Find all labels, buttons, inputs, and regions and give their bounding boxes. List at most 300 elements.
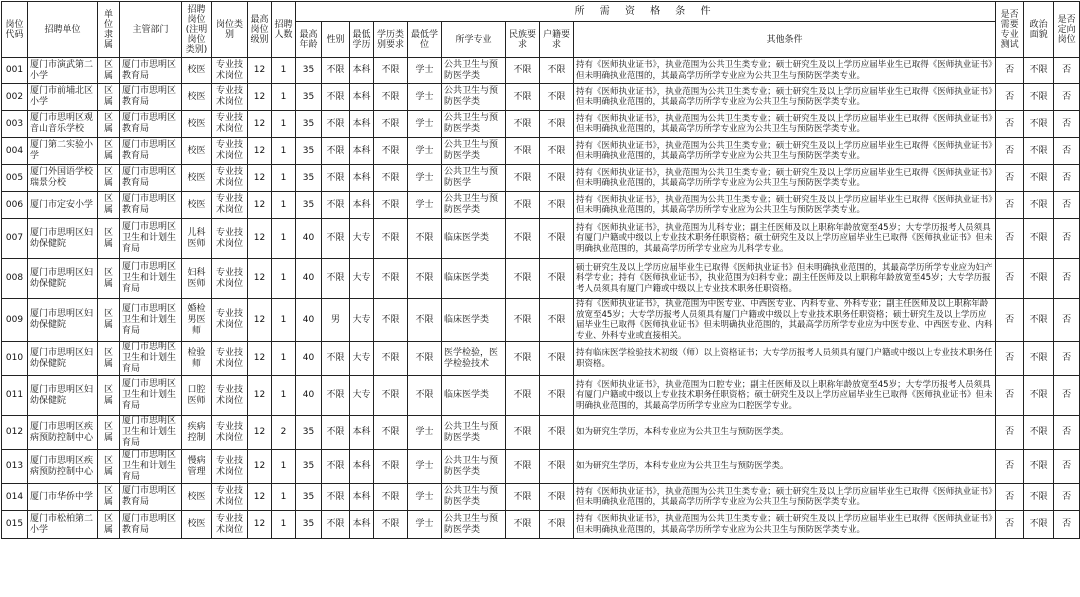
- cell-count: 1: [272, 111, 296, 138]
- cell-unit: 厦门市定安小学: [28, 192, 98, 219]
- cell-dept: 厦门市思明区卫生和计划生育局: [120, 259, 182, 299]
- cell-dept: 厦门市思明区教育局: [120, 511, 182, 539]
- cell-degree: 学士: [408, 84, 442, 111]
- cell-count: 1: [272, 376, 296, 416]
- cell-type: 专业技术岗位: [212, 299, 248, 342]
- cell-political: 不限: [1024, 84, 1054, 111]
- cell-dept: 厦门市思明区卫生和计划生育局: [120, 299, 182, 342]
- cell-dept: 厦门市思明区教育局: [120, 84, 182, 111]
- header-gender: 性别: [322, 22, 350, 58]
- cell-gender: 不限: [322, 259, 350, 299]
- cell-post: 校医: [182, 192, 212, 219]
- table-row: [2, 84, 1080, 111]
- cell-level: 区属: [98, 58, 120, 84]
- table-row: [2, 165, 1080, 192]
- cell-edu: 本科: [350, 192, 374, 219]
- cell-grade: 12: [248, 342, 272, 376]
- cell-edutype: 不限: [374, 416, 408, 450]
- cell-household: 不限: [540, 376, 574, 416]
- cell-household: 不限: [540, 511, 574, 539]
- cell-post: 检验师: [182, 342, 212, 376]
- header-major: 所学专业: [442, 22, 506, 58]
- cell-dept: 厦门市思明区卫生和计划生育局: [120, 219, 182, 259]
- cell-major: 公共卫生与预防医学类: [442, 111, 506, 138]
- cell-gender: 不限: [322, 165, 350, 192]
- cell-level: 区属: [98, 299, 120, 342]
- cell-household: 不限: [540, 192, 574, 219]
- header-post: 招聘岗位(注明岗位类别): [182, 2, 212, 58]
- cell-dept: 厦门市思明区教育局: [120, 111, 182, 138]
- header-directed: 是否定向岗位: [1054, 2, 1080, 58]
- cell-count: 2: [272, 416, 296, 450]
- cell-major: 公共卫生与预防医学类: [442, 84, 506, 111]
- cell-directed: 否: [1054, 111, 1080, 138]
- cell-degree: 不限: [408, 219, 442, 259]
- cell-unit: 厦门市思明区观音山音乐学校: [28, 111, 98, 138]
- cell-grade: 12: [248, 511, 272, 539]
- cell-unit: 厦门市前埔北区小学: [28, 84, 98, 111]
- cell-edu: 本科: [350, 84, 374, 111]
- cell-ethnic: 不限: [506, 84, 540, 111]
- cell-type: 专业技术岗位: [212, 138, 248, 165]
- cell-directed: 否: [1054, 138, 1080, 165]
- table-row: [2, 511, 1080, 539]
- cell-level: 区属: [98, 416, 120, 450]
- cell-code: 010: [2, 342, 28, 376]
- cell-edu: 大专: [350, 376, 374, 416]
- cell-level: 区属: [98, 165, 120, 192]
- cell-age: 40: [296, 299, 322, 342]
- cell-age: 35: [296, 416, 322, 450]
- cell-ethnic: 不限: [506, 376, 540, 416]
- cell-post: 儿科医师: [182, 219, 212, 259]
- cell-type: 专业技术岗位: [212, 259, 248, 299]
- cell-test: 否: [996, 259, 1024, 299]
- cell-unit: 厦门市思明区妇幼保健院: [28, 376, 98, 416]
- header-household: 户籍要求: [540, 22, 574, 58]
- cell-age: 35: [296, 484, 322, 511]
- cell-other: 持有《医师执业证书》，执业范围为公共卫生类专业；硕士研究生及以上学历应届毕业生已取得《医师执业证书》但未明确执业范围的，其最高学历所学专业应为公共卫生与预防医学类专业。: [574, 111, 996, 138]
- cell-household: 不限: [540, 219, 574, 259]
- cell-code: 007: [2, 219, 28, 259]
- header-dept: 主管部门: [120, 2, 182, 58]
- cell-household: 不限: [540, 84, 574, 111]
- cell-level: 区属: [98, 219, 120, 259]
- cell-level: 区属: [98, 342, 120, 376]
- table-row: [2, 259, 1080, 299]
- cell-dept: 厦门市思明区教育局: [120, 484, 182, 511]
- cell-gender: 不限: [322, 192, 350, 219]
- cell-level: 区属: [98, 484, 120, 511]
- cell-household: 不限: [540, 58, 574, 84]
- cell-dept: 厦门市思明区卫生和计划生育局: [120, 450, 182, 484]
- recruitment-table: [1, 1, 1080, 539]
- cell-political: 不限: [1024, 511, 1054, 539]
- cell-household: 不限: [540, 450, 574, 484]
- cell-edutype: 不限: [374, 376, 408, 416]
- cell-household: 不限: [540, 138, 574, 165]
- cell-gender: 不限: [322, 58, 350, 84]
- cell-unit: 厦门市思明区妇幼保健院: [28, 259, 98, 299]
- cell-dept: 厦门市思明区教育局: [120, 58, 182, 84]
- cell-edu: 本科: [350, 511, 374, 539]
- cell-post: 校医: [182, 111, 212, 138]
- cell-level: 区属: [98, 450, 120, 484]
- cell-type: 专业技术岗位: [212, 219, 248, 259]
- cell-other: 持有《医师执业证书》，执业范围为公共卫生类专业；硕士研究生及以上学历应届毕业生已取得《医师执业证书》但未明确执业范围的，其最高学历所学专业应为公共卫生与预防医学类专业。: [574, 484, 996, 511]
- cell-test: 否: [996, 450, 1024, 484]
- cell-ethnic: 不限: [506, 219, 540, 259]
- cell-edu: 大专: [350, 219, 374, 259]
- table-row: [2, 376, 1080, 416]
- cell-gender: 不限: [322, 111, 350, 138]
- cell-unit: 厦门外国语学校瑞景分校: [28, 165, 98, 192]
- cell-grade: 12: [248, 416, 272, 450]
- cell-level: 区属: [98, 84, 120, 111]
- cell-ethnic: 不限: [506, 342, 540, 376]
- cell-edu: 本科: [350, 138, 374, 165]
- cell-household: 不限: [540, 484, 574, 511]
- cell-degree: 学士: [408, 192, 442, 219]
- cell-directed: 否: [1054, 484, 1080, 511]
- header-edutype: 学历类别要求: [374, 22, 408, 58]
- table-row: [2, 111, 1080, 138]
- cell-post: 婚检男医师: [182, 299, 212, 342]
- cell-test: 否: [996, 58, 1024, 84]
- cell-edutype: 不限: [374, 450, 408, 484]
- cell-level: 区属: [98, 511, 120, 539]
- cell-household: 不限: [540, 416, 574, 450]
- cell-edutype: 不限: [374, 165, 408, 192]
- cell-test: 否: [996, 192, 1024, 219]
- cell-age: 35: [296, 192, 322, 219]
- cell-grade: 12: [248, 192, 272, 219]
- cell-household: 不限: [540, 165, 574, 192]
- cell-political: 不限: [1024, 138, 1054, 165]
- cell-unit: 厦门市思明区妇幼保健院: [28, 219, 98, 259]
- cell-major: 公共卫生与预防医学类: [442, 450, 506, 484]
- cell-degree: 学士: [408, 138, 442, 165]
- cell-ethnic: 不限: [506, 259, 540, 299]
- cell-directed: 否: [1054, 259, 1080, 299]
- cell-major: 公共卫生与预防医学类: [442, 58, 506, 84]
- cell-post: 慢病管理: [182, 450, 212, 484]
- cell-test: 否: [996, 342, 1024, 376]
- cell-type: 专业技术岗位: [212, 450, 248, 484]
- cell-gender: 不限: [322, 376, 350, 416]
- cell-gender: 不限: [322, 219, 350, 259]
- cell-type: 专业技术岗位: [212, 376, 248, 416]
- cell-edutype: 不限: [374, 192, 408, 219]
- cell-age: 35: [296, 138, 322, 165]
- cell-code: 008: [2, 259, 28, 299]
- table-row: [2, 138, 1080, 165]
- cell-level: 区属: [98, 138, 120, 165]
- cell-other: 硕士研究生及以上学历应届毕业生已取得《医师执业证书》但未明确执业范围的，其最高学历所学专业应为妇产科学专业；持有《医师执业证书》，执业范围为妇科专业；副主任医师及以上职称年龄放宽至45岁；大专学历报考人员须具有厦门户籍或中级以上专业技术职务任职资格。: [574, 259, 996, 299]
- cell-count: 1: [272, 165, 296, 192]
- cell-test: 否: [996, 299, 1024, 342]
- cell-degree: 学士: [408, 484, 442, 511]
- cell-level: 区属: [98, 376, 120, 416]
- cell-ethnic: 不限: [506, 511, 540, 539]
- cell-age: 35: [296, 165, 322, 192]
- header-grade: 最高岗位级别: [248, 2, 272, 58]
- cell-grade: 12: [248, 299, 272, 342]
- cell-code: 003: [2, 111, 28, 138]
- cell-major: 临床医学类: [442, 299, 506, 342]
- cell-code: 015: [2, 511, 28, 539]
- cell-level: 区属: [98, 111, 120, 138]
- cell-other: 如为研究生学历，本科专业应为公共卫生与预防医学类。: [574, 416, 996, 450]
- cell-directed: 否: [1054, 84, 1080, 111]
- cell-ethnic: 不限: [506, 138, 540, 165]
- cell-edutype: 不限: [374, 58, 408, 84]
- cell-grade: 12: [248, 84, 272, 111]
- cell-grade: 12: [248, 259, 272, 299]
- cell-edu: 大专: [350, 299, 374, 342]
- cell-degree: 不限: [408, 259, 442, 299]
- cell-test: 否: [996, 511, 1024, 539]
- cell-edu: 本科: [350, 111, 374, 138]
- cell-gender: 不限: [322, 450, 350, 484]
- cell-major: 公共卫生与预防医学: [442, 165, 506, 192]
- cell-edutype: 不限: [374, 111, 408, 138]
- cell-household: 不限: [540, 111, 574, 138]
- cell-count: 1: [272, 138, 296, 165]
- cell-other: 持有《医师执业证书》，执业范围为公共卫生类专业；硕士研究生及以上学历应届毕业生已取得《医师执业证书》但未明确执业范围的，其最高学历所学专业应为公共卫生与预防医学类专业。: [574, 165, 996, 192]
- table-row: [2, 484, 1080, 511]
- header-age: 最高年龄: [296, 22, 322, 58]
- cell-political: 不限: [1024, 484, 1054, 511]
- cell-code: 013: [2, 450, 28, 484]
- cell-ethnic: 不限: [506, 416, 540, 450]
- cell-level: 区属: [98, 259, 120, 299]
- cell-edu: 本科: [350, 58, 374, 84]
- cell-dept: 厦门市思明区教育局: [120, 192, 182, 219]
- cell-type: 专业技术岗位: [212, 511, 248, 539]
- cell-test: 否: [996, 111, 1024, 138]
- cell-post: 疾病控制: [182, 416, 212, 450]
- cell-political: 不限: [1024, 192, 1054, 219]
- cell-edu: 本科: [350, 416, 374, 450]
- cell-degree: 学士: [408, 111, 442, 138]
- cell-count: 1: [272, 484, 296, 511]
- cell-degree: 学士: [408, 165, 442, 192]
- cell-count: 1: [272, 511, 296, 539]
- cell-dept: 厦门市思明区卫生和计划生育局: [120, 376, 182, 416]
- cell-test: 否: [996, 84, 1024, 111]
- cell-political: 不限: [1024, 299, 1054, 342]
- cell-edutype: 不限: [374, 299, 408, 342]
- cell-test: 否: [996, 138, 1024, 165]
- cell-count: 1: [272, 299, 296, 342]
- cell-major: 公共卫生与预防医学类: [442, 511, 506, 539]
- cell-major: 公共卫生与预防医学类: [442, 484, 506, 511]
- cell-type: 专业技术岗位: [212, 111, 248, 138]
- cell-count: 1: [272, 342, 296, 376]
- cell-major: 临床医学类: [442, 259, 506, 299]
- cell-dept: 厦门市思明区卫生和计划生育局: [120, 342, 182, 376]
- cell-post: 校医: [182, 58, 212, 84]
- cell-dept: 厦门市思明区教育局: [120, 138, 182, 165]
- cell-gender: 不限: [322, 342, 350, 376]
- table-row: [2, 192, 1080, 219]
- cell-political: 不限: [1024, 219, 1054, 259]
- cell-directed: 否: [1054, 165, 1080, 192]
- cell-degree: 学士: [408, 450, 442, 484]
- cell-type: 专业技术岗位: [212, 342, 248, 376]
- cell-degree: 不限: [408, 299, 442, 342]
- header-qualifications: 所 需 资 格 条 件: [296, 2, 996, 22]
- cell-gender: 男: [322, 299, 350, 342]
- cell-level: 区属: [98, 192, 120, 219]
- cell-age: 40: [296, 259, 322, 299]
- cell-test: 否: [996, 484, 1024, 511]
- table-row: [2, 342, 1080, 376]
- cell-ethnic: 不限: [506, 450, 540, 484]
- cell-household: 不限: [540, 259, 574, 299]
- cell-edutype: 不限: [374, 138, 408, 165]
- cell-major: 公共卫生与预防医学类: [442, 192, 506, 219]
- cell-political: 不限: [1024, 259, 1054, 299]
- cell-grade: 12: [248, 376, 272, 416]
- cell-test: 否: [996, 416, 1024, 450]
- cell-other: 持有《医师执业证书》，执业范围为公共卫生类专业；硕士研究生及以上学历应届毕业生已取得《医师执业证书》但未明确执业范围的，其最高学历所学专业应为公共卫生与预防医学类专业。: [574, 58, 996, 84]
- cell-grade: 12: [248, 165, 272, 192]
- cell-grade: 12: [248, 484, 272, 511]
- cell-major: 公共卫生与预防医学类: [442, 416, 506, 450]
- cell-edu: 大专: [350, 342, 374, 376]
- cell-other: 持有《医师执业证书》，执业范围为口腔专业；副主任医师及以上职称年龄放宽至45岁；大专学历报考人员须具有厦门户籍或中级以上专业技术职务任职资格；硕士研究生及以上学历应届毕业生已取得《医师执业证书》但未明确执业范围的，其最高学历所学专业应为口腔医学专业。: [574, 376, 996, 416]
- header-test: 是否需要专业测试: [996, 2, 1024, 58]
- cell-count: 1: [272, 84, 296, 111]
- cell-directed: 否: [1054, 416, 1080, 450]
- cell-unit: 厦门市思明区疾病预防控制中心: [28, 450, 98, 484]
- table-row: [2, 219, 1080, 259]
- cell-ethnic: 不限: [506, 192, 540, 219]
- header-degree: 最低学位: [408, 22, 442, 58]
- cell-unit: 厦门市演武第二小学: [28, 58, 98, 84]
- cell-type: 专业技术岗位: [212, 84, 248, 111]
- cell-political: 不限: [1024, 111, 1054, 138]
- cell-count: 1: [272, 259, 296, 299]
- cell-grade: 12: [248, 111, 272, 138]
- header-other: 其他条件: [574, 22, 996, 58]
- cell-directed: 否: [1054, 219, 1080, 259]
- cell-other: 持有《医师执业证书》，执业范围为公共卫生类专业；硕士研究生及以上学历应届毕业生已取得《医师执业证书》但未明确执业范围的，其最高学历所学专业应为公共卫生与预防医学类专业。: [574, 84, 996, 111]
- cell-test: 否: [996, 376, 1024, 416]
- cell-directed: 否: [1054, 58, 1080, 84]
- cell-political: 不限: [1024, 58, 1054, 84]
- table-row: [2, 450, 1080, 484]
- cell-directed: 否: [1054, 192, 1080, 219]
- cell-age: 40: [296, 376, 322, 416]
- cell-edutype: 不限: [374, 84, 408, 111]
- cell-political: 不限: [1024, 342, 1054, 376]
- cell-count: 1: [272, 450, 296, 484]
- cell-edutype: 不限: [374, 259, 408, 299]
- cell-unit: 厦门市华侨中学: [28, 484, 98, 511]
- cell-code: 009: [2, 299, 28, 342]
- table-row: [2, 416, 1080, 450]
- cell-unit: 厦门第二实验小学: [28, 138, 98, 165]
- table-row: [2, 58, 1080, 84]
- cell-ethnic: 不限: [506, 58, 540, 84]
- cell-type: 专业技术岗位: [212, 484, 248, 511]
- cell-age: 35: [296, 450, 322, 484]
- cell-count: 1: [272, 192, 296, 219]
- cell-edutype: 不限: [374, 484, 408, 511]
- header-count: 招聘人数: [272, 2, 296, 58]
- cell-post: 校医: [182, 138, 212, 165]
- cell-ethnic: 不限: [506, 484, 540, 511]
- cell-edutype: 不限: [374, 342, 408, 376]
- cell-political: 不限: [1024, 416, 1054, 450]
- header-unit: 招聘单位: [28, 2, 98, 58]
- cell-edu: 本科: [350, 484, 374, 511]
- cell-unit: 厦门市松柏第二小学: [28, 511, 98, 539]
- cell-dept: 厦门市思明区卫生和计划生育局: [120, 416, 182, 450]
- cell-type: 专业技术岗位: [212, 165, 248, 192]
- cell-political: 不限: [1024, 165, 1054, 192]
- cell-post: 口腔医师: [182, 376, 212, 416]
- cell-directed: 否: [1054, 376, 1080, 416]
- cell-code: 011: [2, 376, 28, 416]
- cell-other: 持有临床医学检验技术初级（师）以上资格证书；大专学历报考人员须具有厦门户籍或中级以上专业技术职务任职资格。: [574, 342, 996, 376]
- table-row: [2, 299, 1080, 342]
- cell-directed: 否: [1054, 450, 1080, 484]
- cell-directed: 否: [1054, 342, 1080, 376]
- cell-post: 校医: [182, 511, 212, 539]
- cell-other: 持有《医师执业证书》，执业范围为公共卫生类专业；硕士研究生及以上学历应届毕业生已取得《医师执业证书》但未明确执业范围的，其最高学历所学专业应为公共卫生与预防医学类专业。: [574, 511, 996, 539]
- cell-ethnic: 不限: [506, 111, 540, 138]
- header-code: 岗位代码: [2, 2, 28, 58]
- cell-degree: 学士: [408, 511, 442, 539]
- cell-grade: 12: [248, 450, 272, 484]
- cell-edu: 本科: [350, 165, 374, 192]
- cell-post: 校医: [182, 484, 212, 511]
- cell-age: 35: [296, 111, 322, 138]
- cell-edutype: 不限: [374, 511, 408, 539]
- cell-political: 不限: [1024, 450, 1054, 484]
- cell-type: 专业技术岗位: [212, 416, 248, 450]
- cell-dept: 厦门市思明区教育局: [120, 165, 182, 192]
- cell-age: 40: [296, 342, 322, 376]
- cell-code: 012: [2, 416, 28, 450]
- header-ethnic: 民族要求: [506, 22, 540, 58]
- cell-code: 001: [2, 58, 28, 84]
- cell-age: 35: [296, 58, 322, 84]
- cell-ethnic: 不限: [506, 299, 540, 342]
- cell-grade: 12: [248, 219, 272, 259]
- cell-gender: 不限: [322, 511, 350, 539]
- cell-age: 40: [296, 219, 322, 259]
- cell-other: 如为研究生学历，本科专业应为公共卫生与预防医学类。: [574, 450, 996, 484]
- cell-major: 临床医学类: [442, 219, 506, 259]
- cell-count: 1: [272, 219, 296, 259]
- cell-test: 否: [996, 219, 1024, 259]
- cell-age: 35: [296, 84, 322, 111]
- cell-major: 医学检验，医学检验技术: [442, 342, 506, 376]
- cell-test: 否: [996, 165, 1024, 192]
- cell-degree: 不限: [408, 342, 442, 376]
- cell-unit: 厦门市思明区妇幼保健院: [28, 299, 98, 342]
- cell-edutype: 不限: [374, 219, 408, 259]
- cell-code: 014: [2, 484, 28, 511]
- cell-count: 1: [272, 58, 296, 84]
- header-type: 岗位类别: [212, 2, 248, 58]
- cell-directed: 否: [1054, 511, 1080, 539]
